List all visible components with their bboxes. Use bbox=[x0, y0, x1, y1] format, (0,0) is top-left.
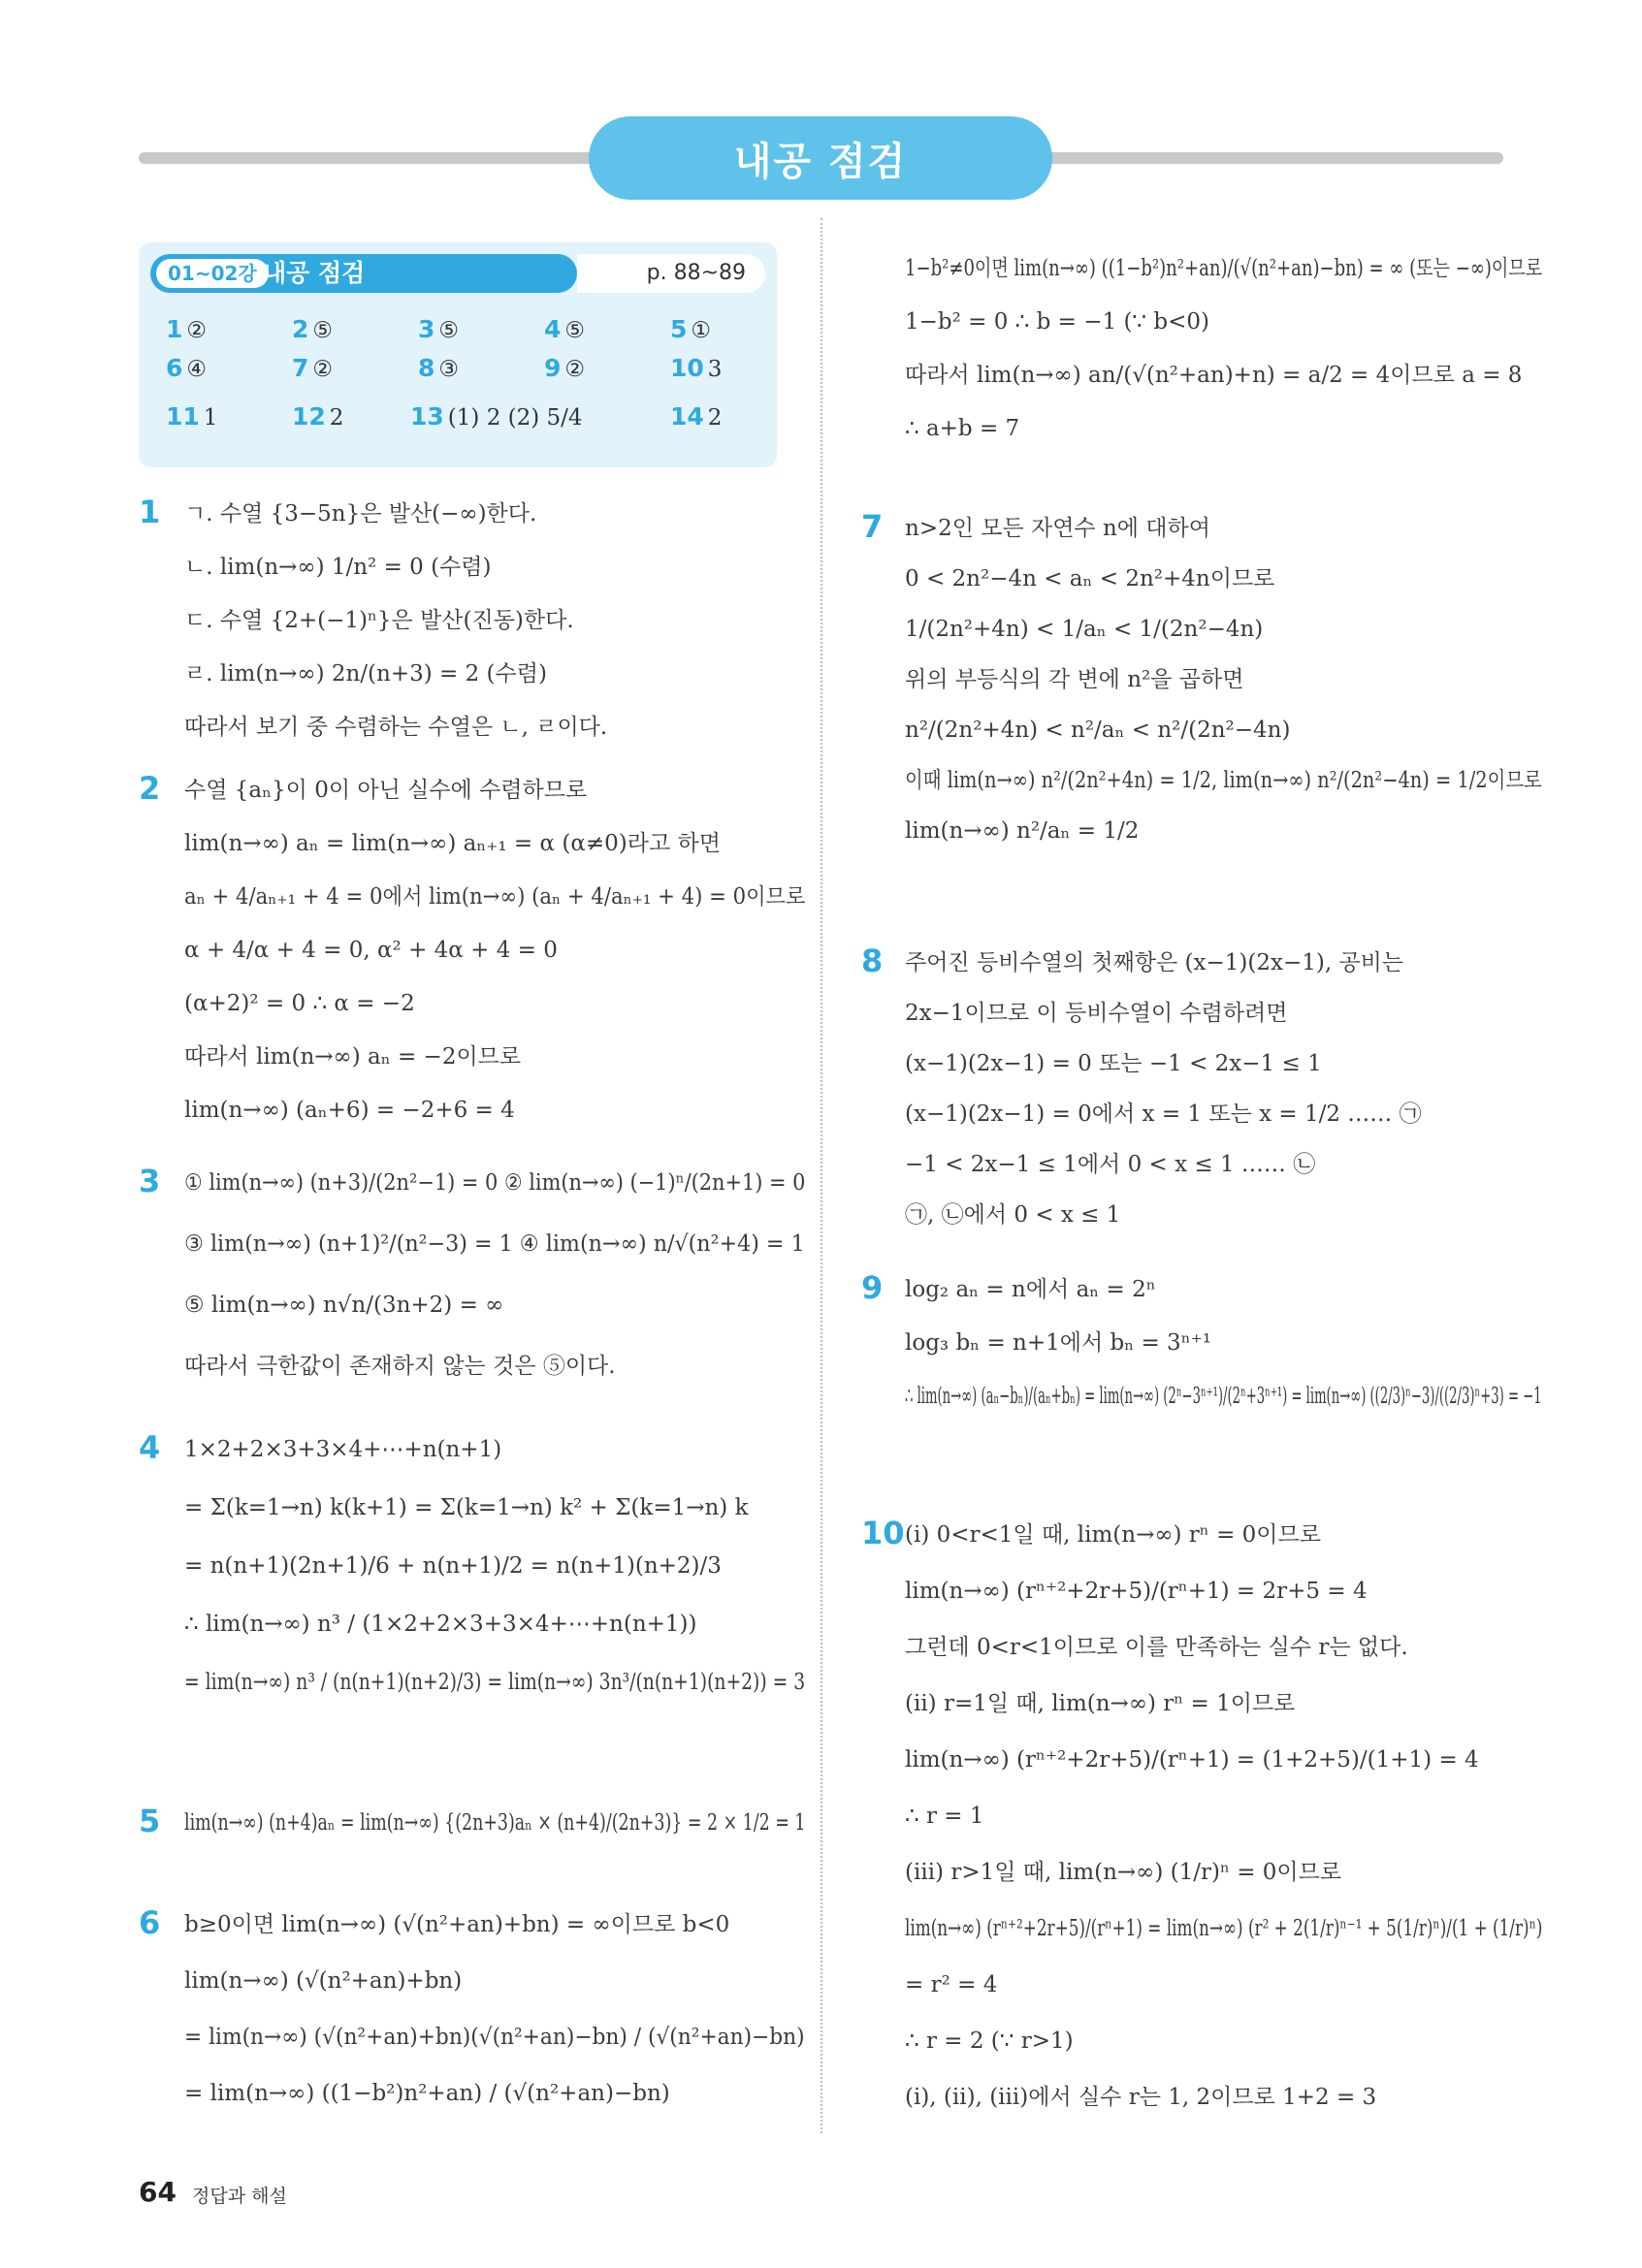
solution-line: lim(n→∞) (√(n²+an)+bn) bbox=[184, 1968, 463, 1994]
answer-value: ⑤ bbox=[312, 318, 334, 343]
header-bar-left bbox=[139, 152, 604, 164]
answer-item bbox=[292, 354, 333, 382]
solution-line: lim(n→∞) (rⁿ⁺²+2r+5)/(rⁿ+1) = 2r+5 = 4 bbox=[905, 1579, 1368, 1604]
answer-number: 5 bbox=[670, 315, 688, 343]
answer-box-header-page bbox=[577, 254, 765, 293]
answer-box-title: 내공 점검 bbox=[263, 259, 366, 287]
solution-line: ∴ lim(n→∞) n³ / (1×2+2×3+3×4+⋯+n(n+1)) bbox=[184, 1612, 697, 1637]
solution-line: 주어진 등비수열의 첫째항은 (x−1)(2x−1), 공비는 bbox=[905, 950, 1404, 975]
solution-line: −1 < 2x−1 ≤ 1에서 0 < x ≤ 1 …… ㉡ bbox=[905, 1152, 1316, 1177]
answer-box-header bbox=[150, 254, 577, 293]
header-bar-right bbox=[1038, 152, 1503, 164]
solution-line: = lim(n→∞) n³ / (n(n+1)(n+2)/3) = lim(n→∞) 3n³/(n(n+1)(n+2)) = 3 bbox=[184, 1670, 806, 1695]
answer-summary-box bbox=[139, 242, 777, 467]
answer-value: 2 bbox=[707, 405, 723, 431]
solution-line: 따라서 lim(n→∞) an/(√(n²+an)+n) = a/2 = 4이므로 a = 8 bbox=[905, 363, 1523, 388]
solution-line: ⑤ lim(n→∞) n√n/(3n+2) = ∞ bbox=[184, 1293, 504, 1318]
solution-line: = n(n+1)(2n+1)/6 + n(n+1)/2 = n(n+1)(n+2)/3 bbox=[184, 1553, 722, 1579]
answer-item bbox=[544, 354, 585, 382]
solution-line: ㄴ. lim(n→∞) 1/n² = 0 (수렴) bbox=[184, 555, 492, 580]
solution-line: 따라서 lim(n→∞) aₙ = −2이므로 bbox=[184, 1044, 522, 1070]
answer-item bbox=[418, 315, 459, 343]
answer-value: ② bbox=[186, 318, 208, 343]
solution-line: 0 < 2n²−4n < aₙ < 2n²+4n이므로 bbox=[905, 566, 1275, 591]
answer-value: ② bbox=[564, 357, 586, 382]
answer-item bbox=[410, 402, 583, 431]
answer-item bbox=[292, 402, 343, 431]
solution-line: (x−1)(2x−1) = 0 또는 −1 < 2x−1 ≤ 1 bbox=[905, 1051, 1322, 1076]
problem-number: 2 bbox=[139, 770, 161, 807]
answer-number: 11 bbox=[166, 402, 200, 431]
problem-number: 1 bbox=[139, 494, 161, 530]
page-range: p. 88~89 bbox=[646, 261, 746, 285]
answer-number: 7 bbox=[292, 354, 309, 382]
solution-line: ∴ r = 1 bbox=[905, 1804, 984, 1829]
problem-number: 4 bbox=[139, 1429, 161, 1466]
solution-line: 이때 lim(n→∞) n²/(2n²+4n) = 1/2, lim(n→∞) n²/(2n²−4n) = 1/2이므로 bbox=[905, 768, 1542, 793]
solution-line: (ⅰ) 0<r<1일 때, lim(n→∞) rⁿ = 0이므로 bbox=[905, 1522, 1321, 1548]
page-title: 내공 점검 bbox=[589, 116, 1052, 200]
lesson-tag: 01~02강 bbox=[156, 259, 269, 288]
answer-number: 9 bbox=[544, 354, 562, 382]
solution-line: ① lim(n→∞) (n+3)/(2n²−1) = 0 ② lim(n→∞) (−1)ⁿ/(2n+1) = 0 bbox=[184, 1170, 806, 1196]
solution-line: ㄷ. 수열 {2+(−1)ⁿ}은 발산(진동)한다. bbox=[184, 608, 574, 633]
solution-line: lim(n→∞) n²/aₙ = 1/2 bbox=[905, 818, 1140, 844]
solution-line: = lim(n→∞) (√(n²+an)+bn)(√(n²+an)−bn) / (√(n²+an)−bn) bbox=[184, 2025, 805, 2050]
solution-line: log₃ bₙ = n+1에서 bₙ = 3ⁿ⁺¹ bbox=[905, 1330, 1211, 1356]
problem-number: 10 bbox=[861, 1515, 905, 1551]
solution-line: lim(n→∞) (aₙ+6) = −2+6 = 4 bbox=[184, 1098, 515, 1123]
solution-line: ㄹ. lim(n→∞) 2n/(n+3) = 2 (수렴) bbox=[184, 661, 547, 687]
answer-number: 3 bbox=[418, 315, 435, 343]
solution-line: lim(n→∞) (rⁿ⁺²+2r+5)/(rⁿ+1) = lim(n→∞) (r² + 2(1/r)ⁿ⁻¹ + 5(1/r)ⁿ)/(1 + (1/r)ⁿ) bbox=[905, 1916, 1543, 1941]
solution-line: 2x−1이므로 이 등비수열이 수렴하려면 bbox=[905, 1001, 1288, 1026]
solution-line: = Σ(k=1→n) k(k+1) = Σ(k=1→n) k² + Σ(k=1→n) k bbox=[184, 1495, 749, 1520]
solution-line: b≥0이면 lim(n→∞) (√(n²+an)+bn) = ∞이므로 b<0 bbox=[184, 1912, 730, 1937]
answer-value: ⑤ bbox=[438, 318, 460, 343]
page-number: 64 bbox=[139, 2176, 177, 2208]
solution-line: (ⅱ) r=1일 때, lim(n→∞) rⁿ = 1이므로 bbox=[905, 1691, 1296, 1716]
answer-number: 2 bbox=[292, 315, 309, 343]
solution-line: 그런데 0<r<1이므로 이를 만족하는 실수 r는 없다. bbox=[905, 1635, 1408, 1660]
answer-number: 6 bbox=[166, 354, 183, 382]
answer-value: 2 bbox=[329, 405, 344, 431]
answer-value: 1 bbox=[203, 405, 218, 431]
solution-line: lim(n→∞) aₙ = lim(n→∞) aₙ₊₁ = α (α≠0)라고 하면 bbox=[184, 831, 721, 856]
solution-line: 1−b² = 0 ∴ b = −1 (∵ b<0) bbox=[905, 309, 1209, 335]
problem-number: 6 bbox=[139, 1904, 161, 1941]
solution-line: aₙ + 4/aₙ₊₁ + 4 = 0에서 lim(n→∞) (aₙ + 4/aₙ₊₁ + 4) = 0이므로 bbox=[184, 884, 806, 910]
solution-line: log₂ aₙ = n에서 aₙ = 2ⁿ bbox=[905, 1277, 1156, 1302]
answer-number: 13 bbox=[410, 402, 444, 431]
answer-value: ② bbox=[312, 357, 334, 382]
answer-value: ① bbox=[691, 318, 712, 343]
answer-value: (1) 2 (2) 5/4 bbox=[447, 405, 583, 431]
solution-line: 따라서 극한값이 존재하지 않는 것은 ⑤이다. bbox=[184, 1354, 616, 1379]
answer-number: 10 bbox=[670, 354, 704, 382]
solution-line: ㄱ. 수열 {3−5n}은 발산(−∞)한다. bbox=[184, 501, 537, 527]
answer-item bbox=[292, 315, 333, 343]
problem-number: 8 bbox=[861, 942, 884, 979]
problem-number: 5 bbox=[139, 1803, 161, 1839]
solution-line: ∴ r = 2 (∵ r>1) bbox=[905, 2028, 1074, 2054]
answer-value: 3 bbox=[707, 357, 723, 382]
solution-line: 1×2+2×3+3×4+⋯+n(n+1) bbox=[184, 1437, 502, 1462]
solution-line: = r² = 4 bbox=[905, 1972, 998, 1997]
solution-line: n²/(2n²+4n) < n²/aₙ < n²/(2n²−4n) bbox=[905, 718, 1291, 743]
answer-number: 12 bbox=[292, 402, 326, 431]
solution-line: (ⅲ) r>1일 때, lim(n→∞) (1/r)ⁿ = 0이므로 bbox=[905, 1860, 1342, 1885]
solution-line: ∴ lim(n→∞) (aₙ−bₙ)/(aₙ+bₙ) = lim(n→∞) (2ⁿ−3ⁿ⁺¹)/(2ⁿ+3ⁿ⁺¹) = lim(n→∞) ((2/3)ⁿ−3)/((2/3)ⁿ+3) = −1 bbox=[905, 1384, 1542, 1409]
solution-line: (x−1)(2x−1) = 0에서 x = 1 또는 x = 1/2 …… ㉠ bbox=[905, 1102, 1422, 1127]
solution-line: n>2인 모든 자연수 n에 대하여 bbox=[905, 516, 1210, 541]
answer-number: 1 bbox=[166, 315, 183, 343]
solution-line: α + 4/α + 4 = 0, α² + 4α + 4 = 0 bbox=[184, 938, 558, 963]
solution-line: (α+2)² = 0 ∴ α = −2 bbox=[184, 991, 415, 1016]
solution-line: 1/(2n²+4n) < 1/aₙ < 1/(2n²−4n) bbox=[905, 617, 1264, 642]
solution-line: lim(n→∞) (n+4)aₙ = lim(n→∞) {(2n+3)aₙ × (n+4)/(2n+3)} = 2 × 1/2 = 1 bbox=[184, 1810, 806, 1836]
solution-line: = lim(n→∞) ((1−b²)n²+an) / (√(n²+an)−bn) bbox=[184, 2081, 670, 2106]
answer-number: 8 bbox=[418, 354, 435, 382]
answer-item bbox=[418, 354, 459, 382]
footer-label: 정답과 해설 bbox=[192, 2186, 287, 2207]
answer-number: 4 bbox=[544, 315, 562, 343]
answer-value: ⑤ bbox=[564, 318, 586, 343]
answer-value: ③ bbox=[438, 357, 460, 382]
solution-line: ㉠, ㉡에서 0 < x ≤ 1 bbox=[905, 1202, 1121, 1228]
solution-line: 1−b²≠0이면 lim(n→∞) ((1−b²)n²+an)/(√(n²+an)−bn) = ∞ (또는 −∞)이므로 bbox=[905, 256, 1543, 281]
answer-value: ④ bbox=[186, 357, 208, 382]
answer-item bbox=[670, 402, 722, 431]
solution-line: ③ lim(n→∞) (n+1)²/(n²−3) = 1 ④ lim(n→∞) n/√(n²+4) = 1 bbox=[184, 1231, 805, 1257]
answer-item bbox=[544, 315, 585, 343]
solution-line: ∴ a+b = 7 bbox=[905, 416, 1020, 441]
answer-item bbox=[166, 315, 207, 343]
solution-line: 위의 부등식의 각 변에 n²을 곱하면 bbox=[905, 667, 1244, 692]
problem-number: 7 bbox=[861, 508, 884, 545]
answer-item bbox=[166, 354, 207, 382]
answer-number: 14 bbox=[670, 402, 704, 431]
problem-number: 3 bbox=[139, 1163, 161, 1199]
solution-line: lim(n→∞) (rⁿ⁺²+2r+5)/(rⁿ+1) = (1+2+5)/(1+1) = 4 bbox=[905, 1747, 1479, 1773]
answer-item bbox=[670, 354, 722, 382]
solution-line: (ⅰ), (ⅱ), (ⅲ)에서 실수 r는 1, 2이므로 1+2 = 3 bbox=[905, 2085, 1377, 2110]
solution-line: 수열 {aₙ}이 0이 아닌 실수에 수렴하므로 bbox=[184, 778, 588, 803]
solution-line: 따라서 보기 중 수렴하는 수열은 ㄴ, ㄹ이다. bbox=[184, 715, 608, 740]
answer-item bbox=[166, 402, 217, 431]
column-divider bbox=[821, 218, 822, 2133]
answer-item bbox=[670, 315, 711, 343]
problem-number: 9 bbox=[861, 1269, 884, 1306]
